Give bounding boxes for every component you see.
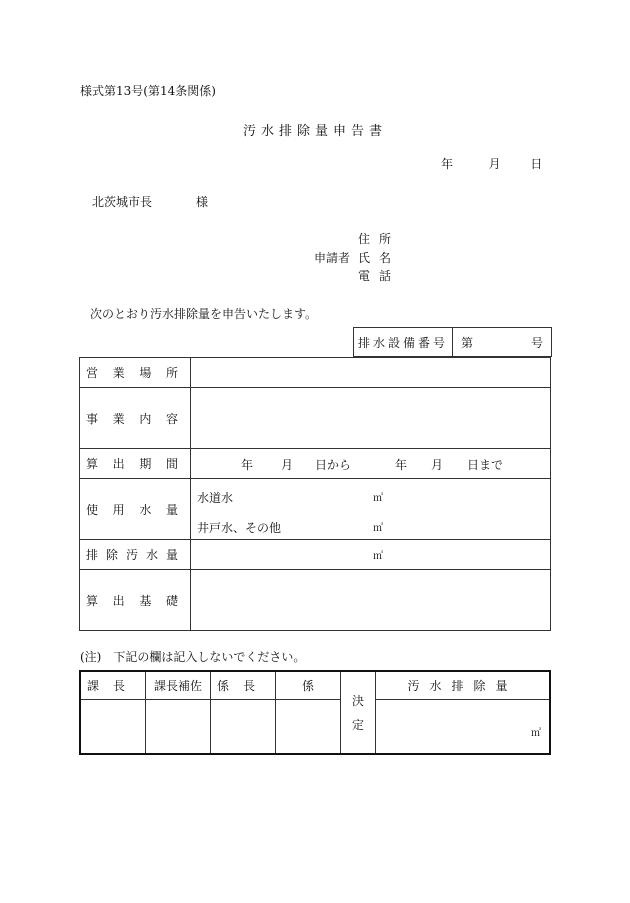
drainage-number-label: 排水設備番号 [354,328,453,357]
business-content-label [80,388,191,449]
period-to-day: 日まで [467,457,504,472]
applicant-address-label: 住所 [358,232,401,246]
date-line [441,155,542,172]
calc-basis-text: 算 出 基 礎 [86,593,178,608]
sewage-volume-text: 排 除 汚 水 量 [86,548,178,562]
well-water-label: 井戸水、その他 [197,521,282,535]
calc-period-text: 算 出 期 間 [86,457,178,471]
declaration-table [79,357,551,631]
sewage-volume-field[interactable] [191,540,551,570]
sewage-volume-label [80,540,191,570]
sewage-volume-unit: ㎥ [373,551,383,562]
calc-basis-label [80,570,191,631]
note-text: (注) 下記の欄は記入しないでください。 [80,650,306,664]
well-water-unit: ㎥ [373,523,383,534]
decision-label: 決 定 [351,693,364,732]
drainage-number-prefix: 第 [461,335,474,350]
tap-water-unit: ㎥ [373,493,383,504]
period-from-day: 日から [315,457,352,472]
date-month: 月 [488,157,501,171]
period-from-month: 月 [281,457,294,472]
period-to-year: 年 [395,457,408,472]
form-number: 様式第13号(第14条関係) [80,84,216,98]
drainage-number-table [353,327,552,357]
tap-water-label: 水道水 [197,491,234,505]
sewage-volume-result[interactable] [376,699,551,754]
staff-header: 係 [276,671,341,699]
calc-basis-field[interactable] [191,570,551,631]
sewage-volume-result-unit: ㎥ [531,728,541,739]
water-usage-field[interactable] [191,479,551,540]
business-place-field[interactable] [191,358,551,388]
business-place-label [80,358,191,388]
subsection-chief-stamp[interactable] [211,699,276,754]
applicant-label: 申請者 [314,250,351,265]
period-from-year: 年 [241,457,254,472]
subsection-chief-header: 係長 [211,671,276,699]
calc-period-field[interactable] [191,449,551,479]
sewage-volume-header: 汚水排除量 [376,671,551,699]
addressee [92,193,209,210]
addressee-suffix: 様 [196,195,209,209]
business-place-text: 営 業 場 所 [86,366,178,380]
section-chief-stamp[interactable] [80,699,146,754]
intro-text: 次のとおり汚水排除量を申告いたします。 [90,307,318,321]
applicant-name-label: 氏名 [358,250,401,265]
date-year: 年 [441,157,454,171]
drainage-number-suffix: 号 [530,335,543,350]
decision-cell [341,671,376,754]
business-content-text: 事 業 内 容 [86,411,178,426]
water-usage-text: 使 用 水 量 [86,502,178,517]
staff-stamp[interactable] [276,699,341,754]
applicant-phone-label: 電話 [358,269,401,283]
calc-period-label [80,449,191,479]
drainage-number-field[interactable] [453,328,552,357]
assistant-chief-stamp[interactable] [146,699,211,754]
addressee-name: 北茨城市長 [92,195,153,209]
business-content-field[interactable] [191,388,551,449]
approval-table [79,670,551,755]
applicant-block [314,230,400,286]
assistant-chief-header: 課長補佐 [146,671,211,699]
period-to-month: 月 [431,457,444,472]
document-title: 汚水排除量申告書 [242,124,387,139]
section-chief-header: 課長 [80,671,146,699]
water-usage-label [80,479,191,540]
date-day: 日 [530,157,543,171]
